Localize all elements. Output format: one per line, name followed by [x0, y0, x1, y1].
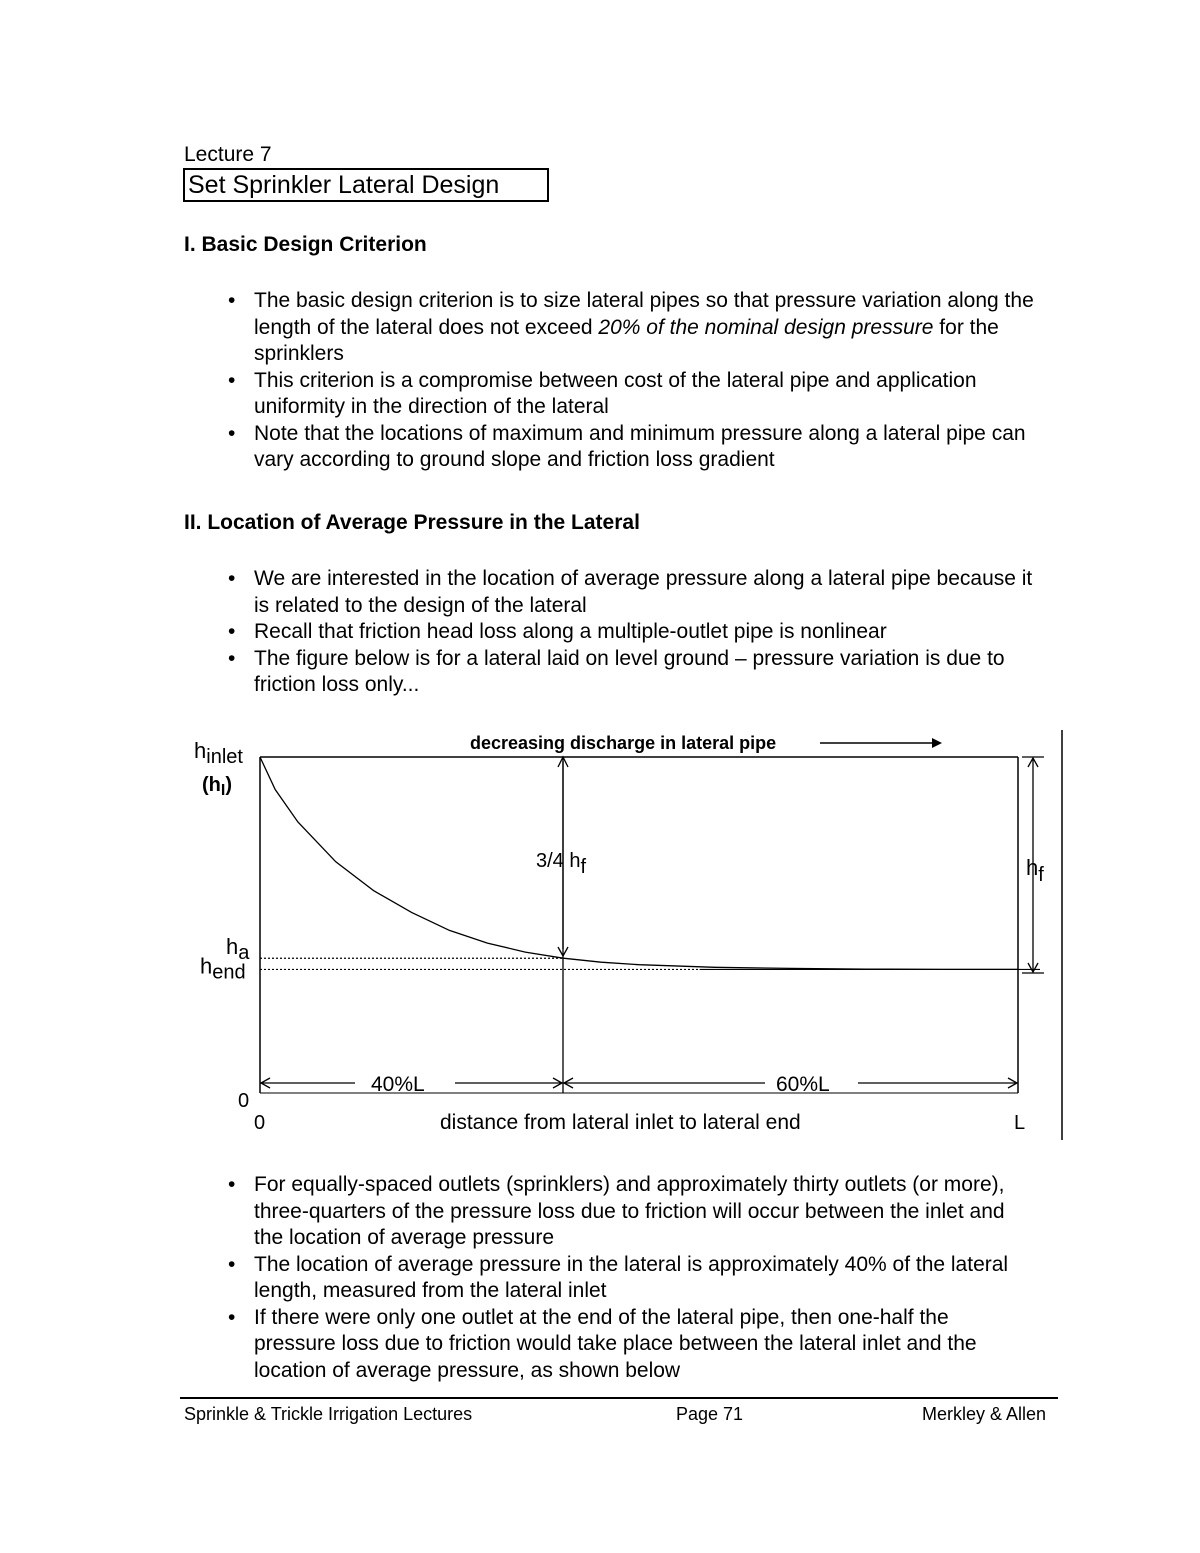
h-end-sub: end	[212, 961, 246, 984]
h-inlet-sub: inlet	[206, 746, 243, 768]
h-end-main: h	[200, 953, 213, 979]
hf-sub: f	[1038, 864, 1044, 886]
h-a-label	[226, 934, 250, 964]
arrowhead-icon	[932, 738, 942, 748]
list-item: • Note that the locations of maximum and minimum pressure along a lateral pipe can vary according to ground slope and friction loss gradient	[184, 421, 1034, 474]
footer-course-title: Sprinkle & Trickle Irrigation Lectures	[184, 1404, 473, 1424]
section-heading-basic-design: I. Basic Design Criterion	[184, 233, 427, 256]
hf-main: h	[1026, 855, 1039, 880]
h-a-main: h	[226, 934, 239, 960]
y-zero-label: 0	[238, 1090, 250, 1112]
x-axis-label: distance from lateral inlet to lateral end	[440, 1111, 801, 1134]
bullet-text: for the sprinklers	[254, 315, 999, 365]
bullet-emphasis: 20% of the nominal design pressure	[598, 315, 934, 339]
h-i-sub: I	[220, 782, 226, 799]
footer-authors: Merkley & Allen	[922, 1404, 1047, 1424]
list-item: • This criterion is a compromise between cost of the lateral pipe and application uniformity in the direction of the lateral	[184, 368, 1034, 421]
x-tick-label-zero: 0	[254, 1112, 266, 1134]
h-i-label	[202, 774, 232, 799]
lecture-number: Lecture 7	[184, 143, 272, 166]
x-tick-label-L: L	[1014, 1112, 1026, 1134]
list-item	[184, 288, 1034, 368]
page-title: Set Sprinkler Lateral Design	[183, 168, 549, 202]
h-i-close: )	[225, 774, 233, 796]
average-pressure-bullet-list	[184, 566, 1034, 699]
three-quarter-hf-label	[536, 850, 586, 878]
average-location-bullet-list	[184, 1172, 1034, 1384]
footer-divider	[180, 1397, 1058, 1399]
list-item: • We are interested in the location of average pressure along a lateral pipe because it is related to the design of the lateral	[184, 566, 1034, 619]
list-item: • For equally-spaced outlets (sprinklers) and approximately thirty outlets (or more), three-quarters of the pressure loss due to friction will occur between the inlet and the location of average pressure	[184, 1172, 1034, 1252]
h-inlet-label	[194, 738, 243, 768]
sixty-percent-label: 60%L	[776, 1073, 830, 1096]
basic-design-bullet-list	[184, 288, 1034, 474]
bullet-text: The basic design criterion is to size lateral pipes so that pressure variation along the length of the lateral does not exceed	[254, 289, 1034, 339]
chart-title: decreasing discharge in lateral pipe	[470, 733, 777, 753]
three-quarter-sub: f	[580, 856, 587, 878]
h-inlet-main: h	[194, 738, 207, 763]
hf-label	[1026, 855, 1044, 886]
h-a-sub: a	[238, 942, 250, 965]
section-heading-average-pressure: II. Location of Average Pressure in the Lateral	[184, 511, 640, 534]
pressure-profile-figure	[180, 725, 1070, 1145]
three-quarter-main: 3/4 h	[536, 850, 581, 872]
h-i-main: (h	[202, 774, 221, 796]
footer-page-number: Page 71	[676, 1404, 744, 1424]
forty-percent-label: 40%L	[371, 1073, 425, 1096]
friction-loss-curve	[260, 757, 1018, 969]
list-item: • If there were only one outlet at the end of the lateral pipe, then one-half the pressure loss due to friction would take place between the lateral inlet and the location of average pressure, as shown below	[184, 1305, 1034, 1385]
list-item: • The location of average pressure in the lateral is approximately 40% of the lateral length, measured from the lateral inlet	[184, 1252, 1034, 1305]
list-item: • Recall that friction head loss along a multiple-outlet pipe is nonlinear	[184, 619, 1034, 646]
list-item: • The figure below is for a lateral laid on level ground – pressure variation is due to friction loss only...	[184, 646, 1034, 699]
